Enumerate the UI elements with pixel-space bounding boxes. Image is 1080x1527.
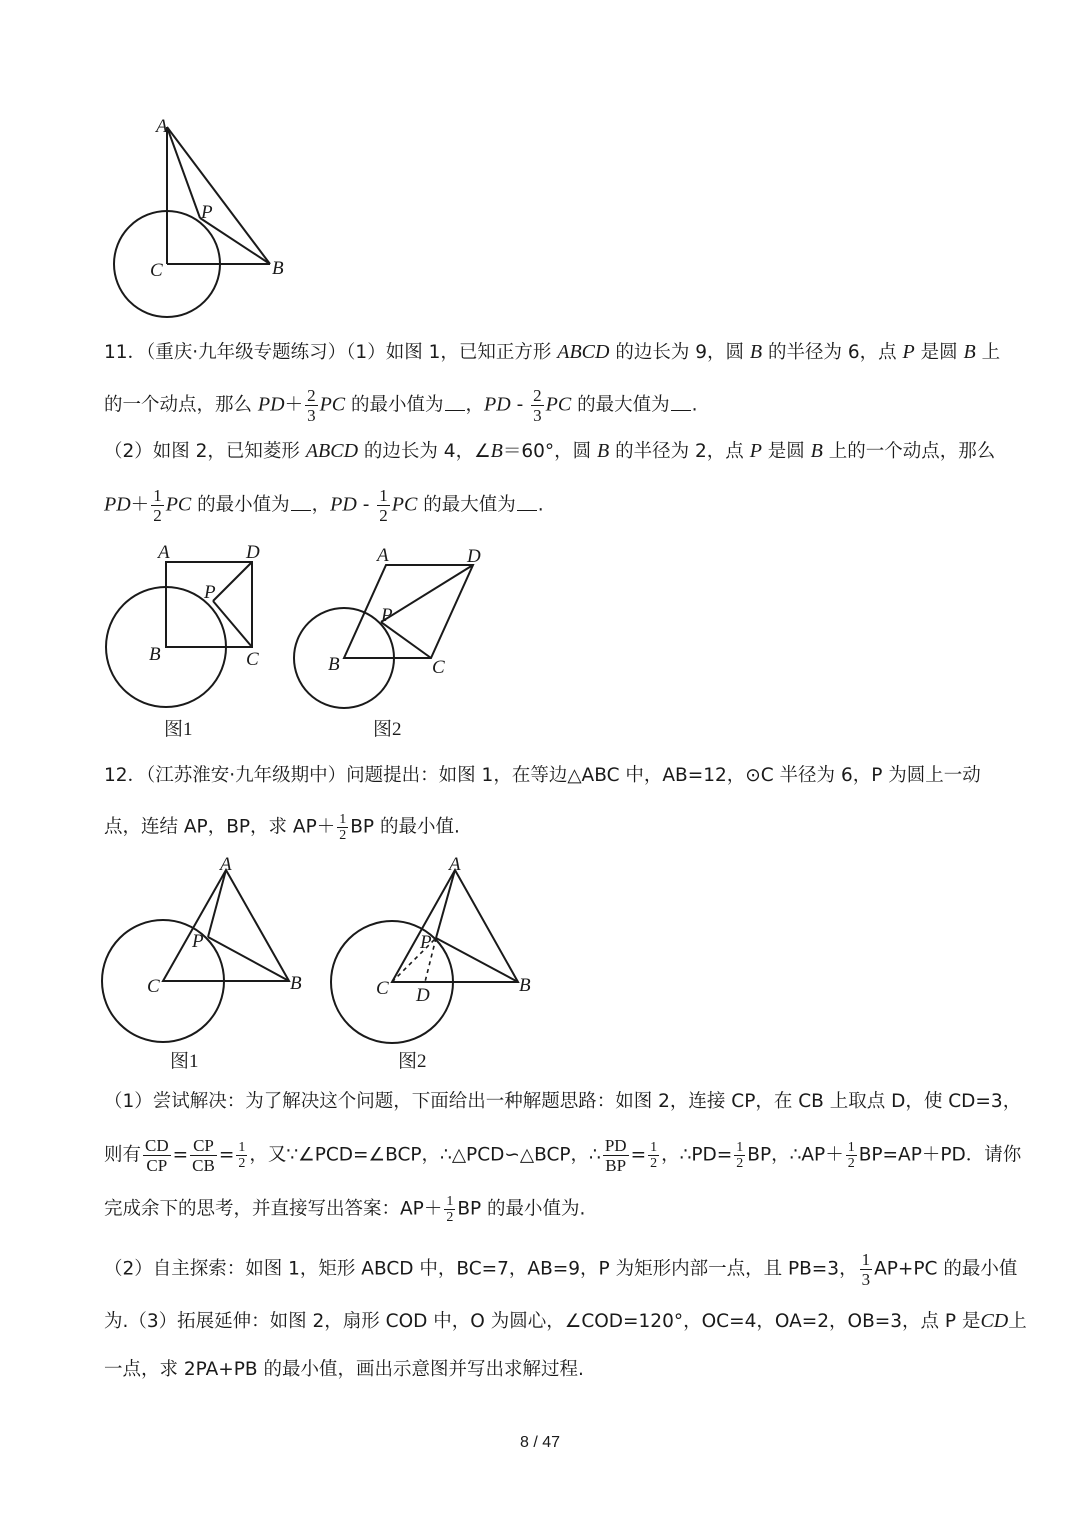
label-c: C	[432, 657, 445, 678]
fraction: $\frac{1}{2}$	[446, 1194, 454, 1225]
fraction: $\frac{2}{3}$	[533, 386, 542, 425]
figure-11-2	[288, 540, 498, 750]
caption-fig2: 图2	[398, 1051, 427, 1072]
figure-12-2	[330, 855, 550, 1077]
label-d: D	[467, 546, 481, 567]
page-number: 8 / 47	[519, 1434, 561, 1451]
label-b: B	[519, 975, 531, 996]
q12-line-7: 为.（3）拓展延伸：如图 2，扇形 COD 中，O 为圆心，∠COD=120°，OC=4，OA=2，OB=3，点 P 是CD上	[104, 1310, 1027, 1332]
label-c: C	[150, 260, 163, 281]
label-p: P	[204, 582, 216, 603]
fraction: $\frac{1}{2}$	[650, 1140, 658, 1171]
fraction: $\frac{1}{2}$	[339, 812, 347, 843]
fraction: $\frac{2}{3}$	[307, 386, 316, 425]
fraction: $\frac{1}{2}$	[379, 486, 388, 525]
label-b: B	[272, 258, 284, 279]
label-a: A	[220, 854, 232, 875]
caption-fig1: 图1	[164, 719, 193, 740]
label-p: P	[201, 202, 213, 223]
segment-ab	[167, 127, 270, 264]
triangle-abc	[163, 870, 289, 981]
q11-line-1: 11．（重庆·九年级专题练习）（1）如图 1，已知正方形 ABCD 的边长为 9，圆 B 的半径为 6，点 P 是圆 B 上	[104, 341, 1001, 363]
segment-pb	[200, 218, 270, 264]
fraction: $\frac{PD}{BP}$	[604, 1136, 627, 1175]
q12-line-8: 一点，求 2PA+PB 的最小值，画出示意图并写出求解过程.	[104, 1359, 584, 1380]
label-a: A	[158, 542, 170, 563]
answer-blank	[291, 494, 311, 511]
label-p: P	[192, 931, 204, 952]
label-a: A	[449, 854, 461, 875]
figure-11-1	[100, 540, 280, 750]
segment-pc	[213, 601, 252, 647]
fraction: $\frac{CD}{CP}$	[145, 1136, 169, 1175]
label-c: C	[376, 978, 389, 999]
label-d: D	[246, 542, 260, 563]
caption-fig2: 图2	[373, 719, 402, 740]
segment-ap	[208, 870, 226, 937]
arc-cd: CD	[980, 1310, 1009, 1332]
segment-pc	[381, 622, 431, 658]
q12-line-2: 点，连结 AP，BP，求 AP＋ $\frac{1}{2}$ BP 的最小值.	[104, 812, 460, 843]
q12-line-1: 12．（江苏淮安·九年级期中）问题提出：如图 1，在等边△ABC 中，AB=12，⊙C 半径为 6，P 为圆上一动	[104, 765, 981, 786]
q12-line-5: 完成余下的思考，并直接写出答案：AP＋ $\frac{1}{2}$ BP 的最小值为.	[104, 1194, 586, 1225]
q11-line-3: （2）如图 2，已知菱形 ABCD 的边长为 4，∠B＝60°，圆 B 的半径为 2，点 P 是圆 B 上的一个动点，那么	[104, 440, 996, 462]
fraction: $\frac{1}{2}$	[736, 1140, 744, 1171]
label-p: P	[420, 932, 432, 953]
triangle-abc	[392, 870, 518, 982]
fraction: $\frac{1}{2}$	[847, 1140, 855, 1171]
q12-line-3: （1）尝试解决：为了解决这个问题，下面给出一种解题思路：如图 2，连接 CP，在 CB 上取点 D，使 CD=3，	[104, 1091, 1022, 1112]
figure-top	[100, 108, 300, 323]
fraction: $\frac{CP}{CB}$	[192, 1136, 215, 1175]
fraction: $\frac{1}{3}$	[861, 1250, 871, 1289]
label-a: A	[377, 545, 389, 566]
label-c: C	[246, 649, 259, 670]
answer-blank	[445, 394, 465, 411]
q12-line-6: （2）自主探索：如图 1，矩形 ABCD 中，BC=7，AB=9，P 为矩形内部一点，且 PB=3， $\frac{1}{3}$ AP+PC 的最小值	[104, 1250, 1018, 1289]
q11-line-4: PD＋ $\frac{1}{2}$ PC 的最小值为 ，PD - $\frac{1}{2}$ PC 的最大值为 .	[104, 486, 544, 525]
label-p: P	[381, 605, 393, 626]
answer-blank	[517, 494, 537, 511]
label-b: B	[290, 973, 302, 994]
caption-fig1: 图1	[170, 1051, 199, 1072]
label-a: A	[156, 116, 168, 137]
label-b: B	[149, 644, 161, 665]
answer-blank	[671, 394, 691, 411]
label-d: D	[416, 985, 430, 1006]
label-c: C	[147, 976, 160, 997]
fraction: $\frac{1}{2}$	[153, 486, 162, 525]
label-b: B	[328, 654, 340, 675]
q12-line-4: 则有 $\frac{CD}{CP}$ = $\frac{CP}{CB}$ = $\frac{1}{2}$ ，又∵∠PCD=∠BCP，∴△PCD∽△BCP，∴ $\frac{PD}{BP}$ = $\frac{1}{2}$ ，∴PD= $\frac{1}{2}$ BP，∴AP＋ $\frac{1}{2}$ BP=AP＋PD．请你	[104, 1136, 1022, 1175]
q11-line-2: 的一个动点，那么 PD＋ $\frac{2}{3}$ PC 的最小值为 ，PD - $\frac{2}{3}$ PC 的最大值为 .	[104, 386, 698, 425]
segment-ap	[436, 870, 455, 938]
figure-12-1	[100, 855, 320, 1077]
fraction: $\frac{1}{2}$	[238, 1140, 246, 1171]
segment-pd	[213, 562, 252, 601]
segment-ap	[167, 127, 200, 218]
